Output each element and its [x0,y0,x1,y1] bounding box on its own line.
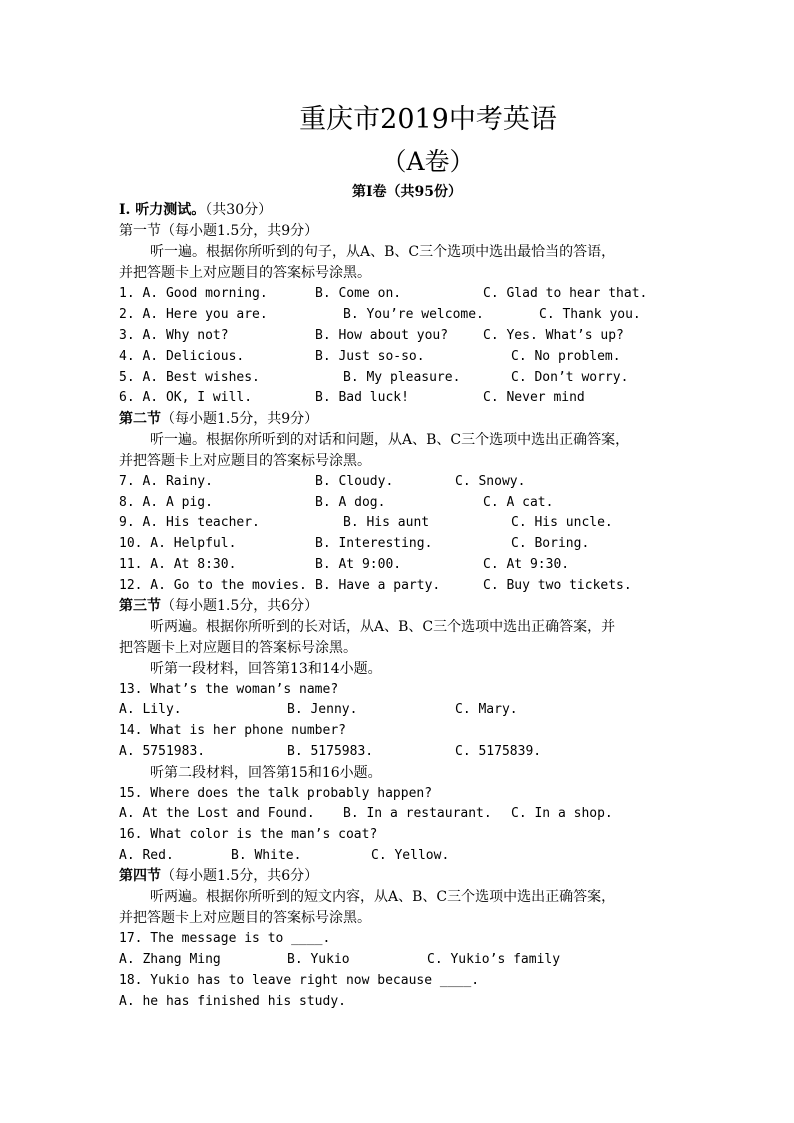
section-instruction: 听一遍。根据你所听到的句子，从A、B、C三个选项中选出最恰当的答语， [150,244,616,260]
answer-option: B. My pleasure. [343,370,461,385]
answer-option: B. How about you? [315,328,449,343]
section-heading: 第四节（每小题1.5分，共6分） [119,868,319,884]
answer-option: C. Yellow. [371,848,450,863]
answer-option: B. Come on. [315,286,402,301]
question-stem: 14. What is her phone number? [119,723,346,738]
answer-option: 5. A. Best wishes. [119,370,260,385]
answer-option: A. Red. [119,848,174,863]
answer-option: A. he has finished his study. [119,994,346,1009]
section-heading: 第三节（每小题1.5分，共6分） [119,598,319,614]
answer-option: C. At 9:30. [483,557,570,572]
answer-option: B. In a restaurant. [343,806,492,821]
section-instruction: 听两遍。根据你所听到的短文内容，从A、B、C三个选项中选出正确答案， [150,889,616,905]
answer-option: C. Buy two tickets. [483,578,632,593]
question-stem: 13. What’s the woman’s name? [119,682,339,697]
exam-subtitle: （A卷） [381,147,475,176]
answer-option: B. Just so-so. [315,349,425,364]
answer-option: A. Zhang Ming [119,952,221,967]
answer-option: B. At 9:00. [315,557,402,572]
section-instruction: 听两遍。根据你所听到的长对话，从A、B、C三个选项中选出正确答案，并 [150,619,616,635]
answer-option: C. A cat. [483,495,554,510]
section-instruction: 并把答题卡上对应题目的答案标号涂黑。 [119,910,371,926]
question-stem: 16. What color is the man’s coat? [119,827,378,842]
section-instruction: 听一遍。根据你所听到的对话和问题，从A、B、C三个选项中选出正确答案， [150,432,630,448]
answer-option: 10. A. Helpful. [119,536,237,551]
section-heading: 第二节（每小题1.5分，共9分） [119,411,319,427]
answer-option: 7. A. Rainy. [119,474,213,489]
answer-option: B. A dog. [315,495,386,510]
answer-option: C. Mary. [455,702,518,717]
answer-option: 1. A. Good morning. [119,286,268,301]
material-note: 听第一段材料，回答第13和14小题。 [150,661,382,677]
exam-title: 重庆市2019中考英语 [299,104,557,135]
question-stem: 15. Where does the talk probably happen? [119,786,433,801]
answer-option: 3. A. Why not? [119,328,229,343]
answer-option: C. Boring. [511,536,590,551]
answer-option: C. Don’t worry. [511,370,629,385]
answer-option: C. No problem. [511,349,621,364]
answer-option: C. Never mind [483,390,585,405]
answer-option: C. Yes. What’s up? [483,328,624,343]
answer-option: 2. A. Here you are. [119,307,268,322]
answer-option: 11. A. At 8:30. [119,557,237,572]
section-instruction: 把答题卡上对应题目的答案标号涂黑。 [119,640,357,656]
question-stem: 17. The message is to ____. [119,931,331,946]
answer-option: B. His aunt [343,515,430,530]
section-heading: 第一节（每小题1.5分，共9分） [119,223,319,239]
answer-option: 6. A. OK, I will. [119,390,253,405]
answer-option: B. Cloudy. [315,474,394,489]
answer-option: B. Bad luck! [315,390,409,405]
answer-option: B. 5175983. [287,744,374,759]
answer-option: B. White. [231,848,302,863]
answer-option: C. Glad to hear that. [483,286,648,301]
answer-option: B. You’re welcome. [343,307,484,322]
section-instruction: 并把答题卡上对应题目的答案标号涂黑。 [119,265,371,281]
answer-option: C. Yukio’s family [427,952,561,967]
answer-option: B. Have a party. [315,578,441,593]
answer-option: C. Thank you. [539,307,641,322]
answer-option: B. Interesting. [315,536,433,551]
answer-option: C. His uncle. [511,515,613,530]
answer-option: A. Lily. [119,702,182,717]
answer-option: 8. A. A pig. [119,495,213,510]
question-stem: 18. Yukio has to leave right now because ____. [119,973,480,988]
answer-option: B. Yukio [287,952,350,967]
material-note: 听第二段材料，回答第15和16小题。 [150,765,382,781]
answer-option: 9. A. His teacher. [119,515,260,530]
answer-option: 4. A. Delicious. [119,349,245,364]
answer-option: B. Jenny. [287,702,358,717]
answer-option: A. At the Lost and Found. [119,806,315,821]
answer-option: 12. A. Go to the movies. [119,578,307,593]
answer-option: A. 5751983. [119,744,206,759]
answer-option: C. 5175839. [455,744,542,759]
answer-option: C. In a shop. [511,806,613,821]
part-heading: Ⅰ. 听力测试。（共30分） [119,202,273,218]
answer-option: C. Snowy. [455,474,526,489]
volume-heading: 第Ⅰ卷（共95份） [351,184,463,200]
section-instruction: 并把答题卡上对应题目的答案标号涂黑。 [119,453,371,469]
